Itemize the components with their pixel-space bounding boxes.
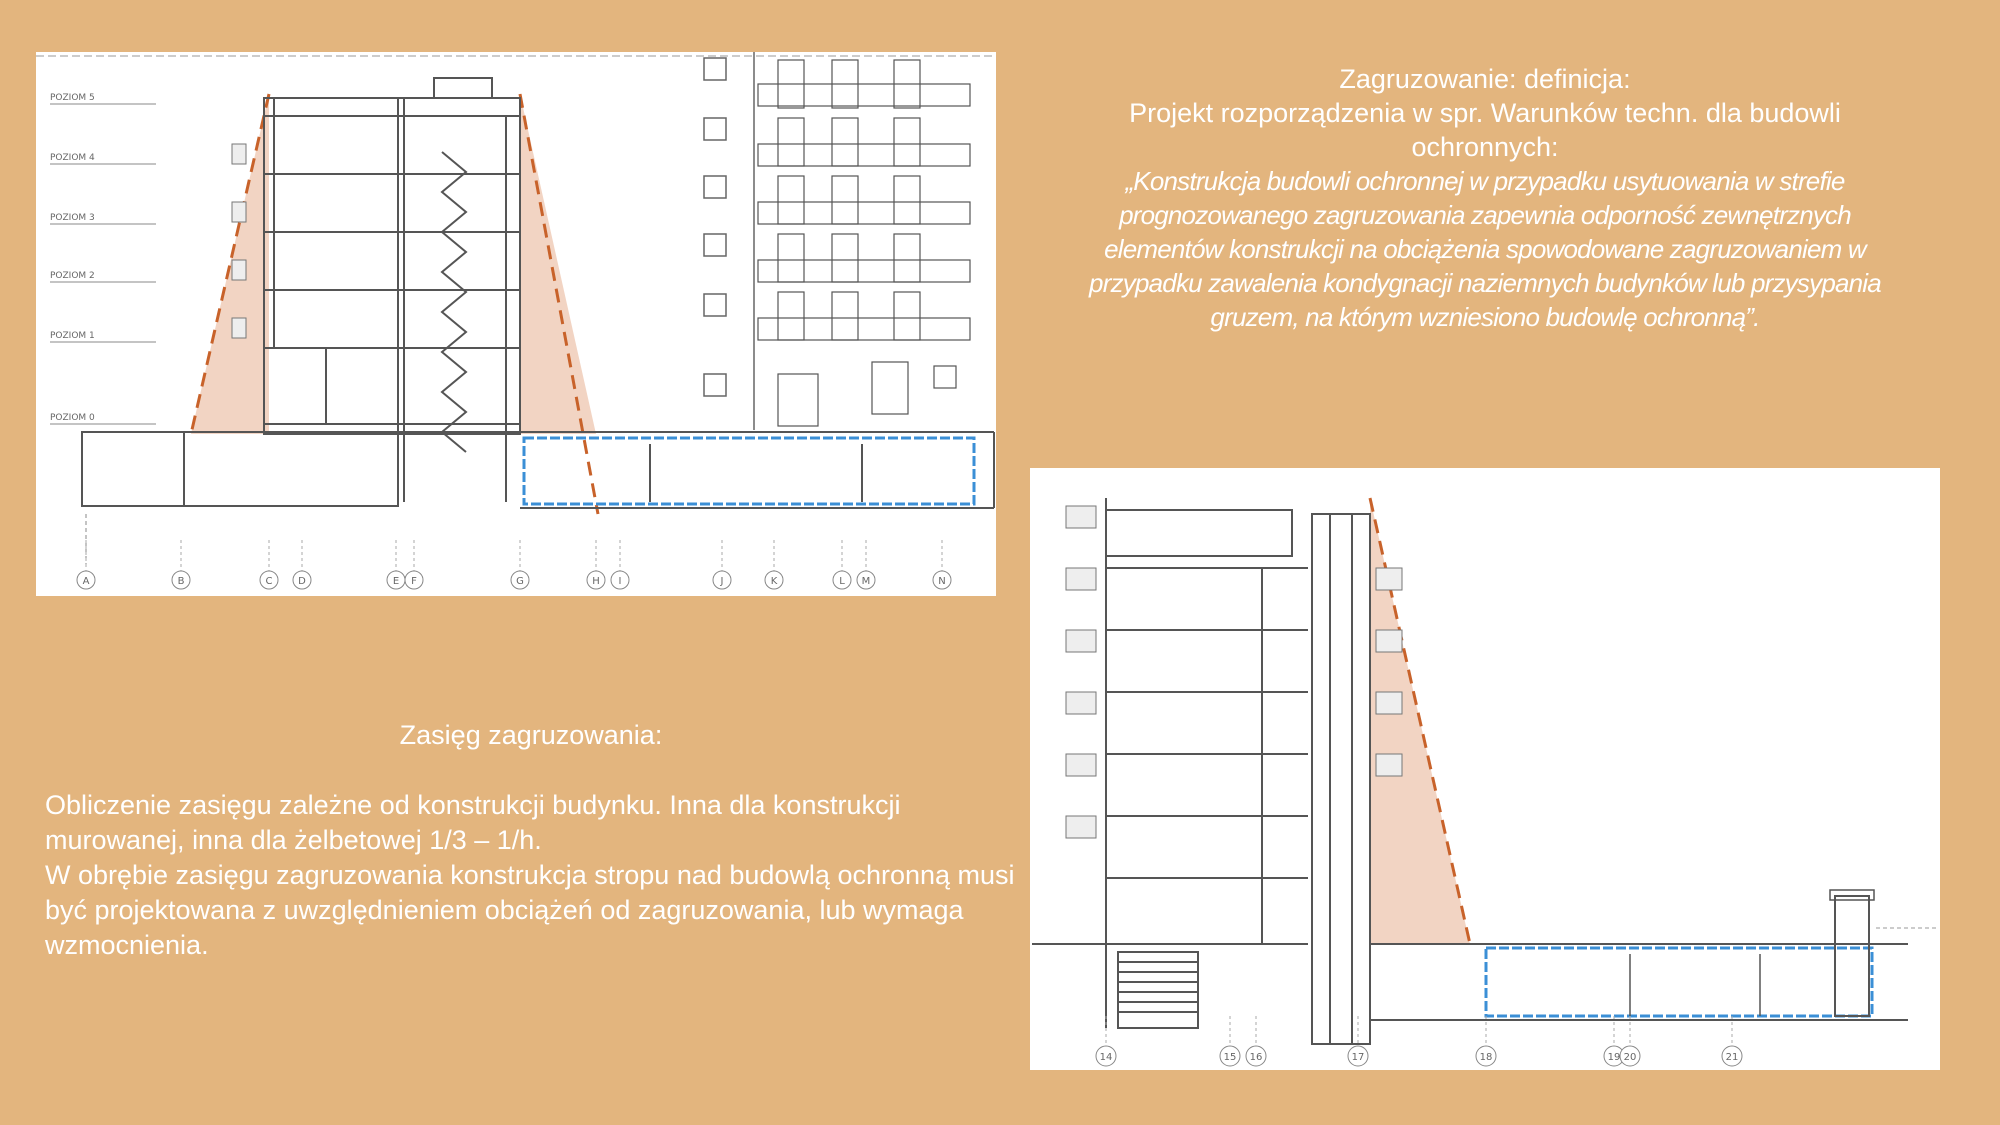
axis-label: L	[839, 576, 845, 587]
range-body	[45, 788, 1035, 963]
level-label: POZIOM 3	[50, 213, 95, 223]
definition-block	[1030, 62, 1940, 334]
axis-label: 15	[1223, 1052, 1237, 1063]
axis-label: F	[411, 576, 417, 587]
background-facade	[704, 52, 754, 430]
axis-label: E	[392, 576, 400, 587]
quote-line: „Konstrukcja budowli ochronnej w przypadku usytuowania w strefie	[1125, 166, 1845, 196]
section-drawing-top-svg	[36, 52, 996, 596]
rubble-zone-right	[520, 94, 596, 434]
building-section	[1032, 498, 1908, 1044]
axis-label: 20	[1623, 1052, 1637, 1063]
axis-label: D	[298, 576, 306, 587]
definition-line: Projekt rozporządzenia w spr. Warunków techn. dla budowli	[1129, 98, 1841, 128]
axis-label: H	[592, 576, 600, 587]
shelter-outline	[1486, 948, 1872, 1016]
axis-label: 14	[1099, 1052, 1113, 1063]
axis-label: M	[861, 576, 871, 587]
quote-line: gruzem, na którym wzniesiono budowlę ochronną”.	[1210, 302, 1760, 332]
level-labels	[50, 93, 95, 423]
section-drawing-bottom-svg	[1030, 468, 1940, 1070]
level-label: POZIOM 1	[50, 331, 95, 341]
axis-label: I	[618, 576, 622, 587]
axis-labels-bottom	[1096, 1016, 1742, 1066]
level-label: POZIOM 5	[50, 93, 95, 103]
definition-quote	[1030, 164, 1940, 334]
axis-label: K	[770, 576, 778, 587]
axis-label: 16	[1249, 1052, 1263, 1063]
definition-line: ochronnych:	[1411, 132, 1559, 162]
axis-label: B	[177, 576, 185, 587]
section-drawing-top	[36, 52, 996, 596]
axis-label: C	[265, 576, 273, 587]
level-label: POZIOM 0	[50, 413, 95, 423]
level-label: POZIOM 2	[50, 271, 95, 281]
axis-labels-top	[77, 540, 951, 589]
axis-label: 18	[1479, 1052, 1493, 1063]
axis-label: A	[82, 576, 90, 587]
definition-title: Zagruzowanie: definicja:	[1339, 64, 1631, 94]
axis-label: 21	[1725, 1052, 1739, 1063]
axis-label: G	[516, 576, 524, 587]
quote-line: przypadku zawalenia kondygnacji naziemnych budynków lub przysypania	[1089, 268, 1881, 298]
section-drawing-bottom	[1030, 468, 1940, 1070]
axis-label: J	[720, 576, 724, 587]
axis-label: 19	[1607, 1052, 1621, 1063]
quote-line: elementów konstrukcji na obciążenia spowodowane zagruzowaniem w	[1104, 234, 1866, 264]
level-label: POZIOM 4	[50, 153, 95, 163]
range-paragraph: Obliczenie zasięgu zależne od konstrukcji budynku. Inna dla konstrukcji murowanej, inna dla żelbetowej 1/3 – 1/h.	[45, 790, 901, 855]
range-paragraph: W obrębie zasięgu zagruzowania konstrukcja stropu nad budowlą ochronną musi być projektowana z uwzględnieniem obciążeń od zagruzowania, lub wymaga wzmocnienia.	[45, 860, 1015, 960]
building-section	[82, 78, 520, 506]
axis-label: 17	[1351, 1052, 1365, 1063]
axis-label: N	[938, 576, 946, 587]
quote-line: prognozowanego zagruzowania zapewnia odporność zewnętrznych	[1119, 200, 1851, 230]
range-title: Zasięg zagruzowania:	[399, 720, 663, 750]
